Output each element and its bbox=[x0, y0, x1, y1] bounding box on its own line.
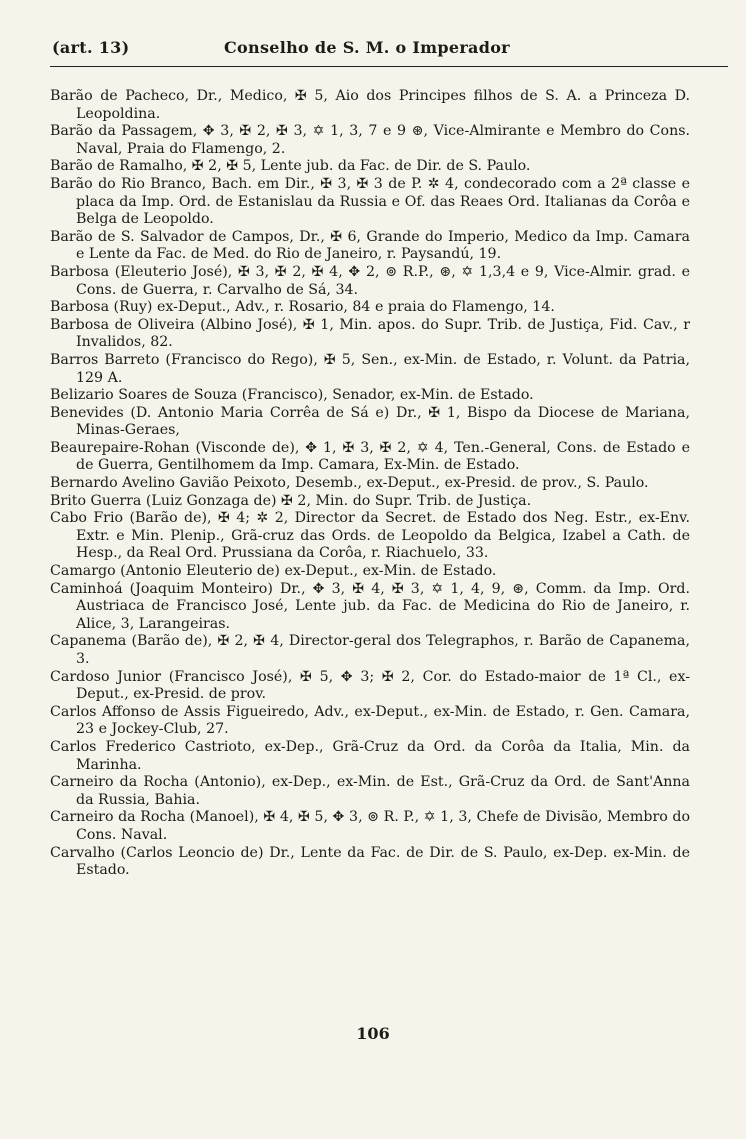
list-item: Carvalho (Carlos Leoncio de) Dr., Lente da Fac. de Dir. de S. Paulo, ex-Dep. ex-Min. de Estado. bbox=[50, 844, 690, 879]
list-item: Barros Barreto (Francisco do Rego), ✠ 5, Sen., ex-Min. de Estado, r. Volunt. da Patria, 129 A. bbox=[50, 351, 690, 386]
list-item: Camargo (Antonio Eleuterio de) ex-Deput., ex-Min. de Estado. bbox=[50, 563, 497, 580]
list-item: Barão da Passagem, ✥ 3, ✠ 2, ✠ 3, ✡ 1, 3, 7 e 9 ⊛, Vice-Almirante e Membro do Cons. Naval, Praia do Flamengo, 2. bbox=[50, 123, 690, 157]
header-rule bbox=[50, 66, 728, 67]
page-number: 106 bbox=[356, 1024, 390, 1043]
list-item: Capanema (Barão de), ✠ 2, ✠ 4, Director-geral dos Telegraphos, r. Barão de Capanema, 3. bbox=[50, 633, 690, 667]
list-item: Barbosa de Oliveira (Albino José), ✠ 1, Min. apos. do Supr. Trib. de Justiça, Fid. Cav., r Invalidos, 82. bbox=[50, 316, 690, 351]
list-item: Barbosa (Eleuterio José), ✠ 3, ✠ 2, ✠ 4, ✥ 2, ⊚ R.P., ⊛, ✡ 1,3,4 e 9, Vice-Almir. grad. e Cons. de Guerra, r. Carvalho de Sá, 34. bbox=[50, 263, 690, 298]
list-item: Barão de Ramalho, ✠ 2, ✠ 5, Lente jub. da Fac. de Dir. de S. Paulo. bbox=[50, 158, 531, 175]
list-item: Carlos Affonso de Assis Figueiredo, Adv., ex-Deput., ex-Min. de Estado, r. Gen. Camara, 23 e Jockey-Club, 27. bbox=[50, 703, 690, 738]
list-item: Carlos Frederico Castrioto, ex-Dep., Grã-Cruz da Ord. da Corôa da Italia, Min. da Marinha. bbox=[50, 738, 690, 773]
list-item: Barbosa (Ruy) ex-Deput., Adv., r. Rosario, 84 e praia do Flamengo, 14. bbox=[50, 299, 555, 316]
list-item: Bernardo Avelino Gavião Peixoto, Desemb., ex-Deput., ex-Presid. de prov., S. Paulo. bbox=[50, 475, 649, 492]
list-item: Cabo Frio (Barão de), ✠ 4; ✲ 2, Director da Secret. de Estado dos Neg. Estr., ex-Env. Extr. e Min. Plenip., Grã-cruz das Ords. de Leopoldo da Belgica, Izabel a Cath. de Hesp., da Real Ord. Prussiana da Corôa, r. Riachuelo, 33. bbox=[50, 510, 690, 562]
article-number: (art. 13) bbox=[52, 38, 130, 57]
list-item: Caminhoá (Joaquim Monteiro) Dr., ✥ 3, ✠ 4, ✠ 3, ✡ 1, 4, 9, ⊛, Comm. da Imp. Ord. Austriaca de Francisco José, Lente jub. da Fac. de Medicina do Rio de Janeiro, r. Alice, 3, Larangeiras. bbox=[50, 580, 690, 632]
list-item: Belizario Soares de Souza (Francisco), Senador, ex-Min. de Estado. bbox=[50, 387, 534, 404]
entry-list bbox=[50, 88, 690, 880]
list-item: Barão de Pacheco, Dr., Medico, ✠ 5, Aio dos Principes filhos de S. A. a Princeza D. Leopoldina. bbox=[50, 88, 690, 122]
list-item: Beaurepaire-Rohan (Visconde de), ✥ 1, ✠ 3, ✠ 2, ✡ 4, Ten.-General, Cons. de Estado e de Guerra, Gentilhomem da Imp. Camara, Ex-Min. de Estado. bbox=[50, 439, 690, 474]
list-item: Benevides (D. Antonio Maria Corrêa de Sá e) Dr., ✠ 1, Bispo da Diocese de Mariana, Minas-Geraes, bbox=[50, 404, 690, 439]
running-header bbox=[52, 38, 726, 62]
list-item: Cardoso Junior (Francisco José), ✠ 5, ✥ 3; ✠ 2, Cor. do Estado-maior de 1ª Cl., ex-Deput., ex-Presid. de prov. bbox=[50, 668, 690, 703]
list-item: Carneiro da Rocha (Antonio), ex-Dep., ex-Min. de Est., Grã-Cruz da Ord. de Sant'Anna da Russia, Bahia. bbox=[50, 774, 690, 808]
list-item: Barão de S. Salvador de Campos, Dr., ✠ 6, Grande do Imperio, Medico da Imp. Camara e Lente da Fac. de Med. do Rio de Janeiro, r. Paysandú, 19. bbox=[50, 228, 690, 263]
list-item: Brito Guerra (Luiz Gonzaga de) ✠ 2, Min. do Supr. Trib. de Justiça. bbox=[50, 492, 532, 509]
page-title: Conselho de S. M. o Imperador bbox=[224, 38, 510, 57]
list-item: Barão do Rio Branco, Bach. em Dir., ✠ 3, ✠ 3 de P. ✲ 4, condecorado com a 2ª classe e placa da Imp. Ord. de Estanislau da Russia e Of. das Reaes Ord. Italianas da Corôa e Belga de Leopoldo. bbox=[50, 175, 690, 228]
list-item: Carneiro da Rocha (Manoel), ✠ 4, ✠ 5, ✥ 3, ⊚ R. P., ✡ 1, 3, Chefe de Divisão, Membro do Cons. Naval. bbox=[50, 809, 690, 843]
